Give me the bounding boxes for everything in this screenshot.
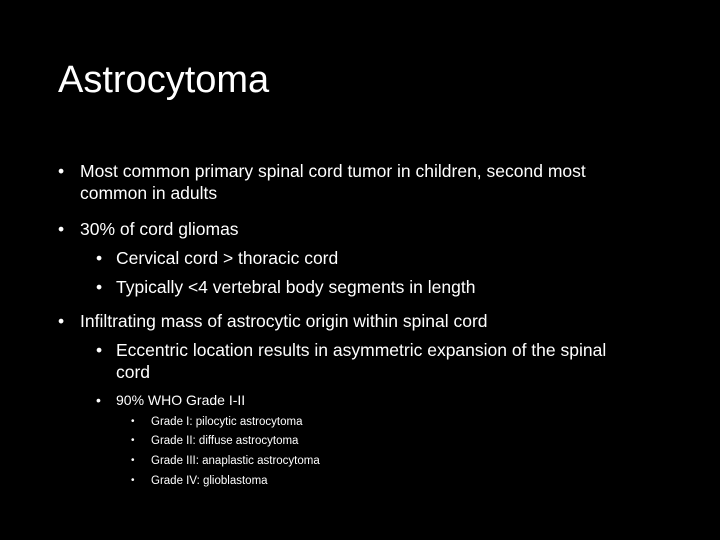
bullet-item xyxy=(131,434,531,448)
bullet-text: 90% WHO Grade I-II xyxy=(116,392,246,408)
bullet-text: Grade III: anaplastic astrocytoma xyxy=(151,455,320,467)
bullet-marker: • xyxy=(58,311,65,331)
bullet-text: Eccentric location results in asymmetric expansion of the spinal cord xyxy=(116,340,607,382)
bullet-item xyxy=(96,391,596,409)
bullet-item xyxy=(58,160,638,204)
bullet-item xyxy=(96,339,642,383)
bullet-marker: • xyxy=(131,475,135,486)
bullet-item xyxy=(131,474,531,488)
bullet-item xyxy=(58,218,638,240)
bullet-marker: • xyxy=(96,392,101,408)
bullet-item xyxy=(58,310,658,332)
bullet-item xyxy=(96,247,656,269)
bullet-text: Grade I: pilocytic astrocytoma xyxy=(151,416,303,428)
bullet-item xyxy=(131,415,531,429)
bullet-marker: • xyxy=(96,277,103,297)
slide-title: Astrocytoma xyxy=(58,59,270,101)
bullet-marker: • xyxy=(131,455,135,466)
bullet-text: Infiltrating mass of astrocytic origin within spinal cord xyxy=(80,311,488,331)
bullet-text: Grade II: diffuse astrocytoma xyxy=(151,435,299,447)
bullet-item xyxy=(131,454,531,468)
bullet-text: 30% of cord gliomas xyxy=(80,219,239,239)
bullet-marker: • xyxy=(96,340,103,360)
bullet-marker: • xyxy=(96,248,103,268)
bullet-text: Cervical cord > thoracic cord xyxy=(116,248,339,268)
bullet-item xyxy=(96,276,656,298)
bullet-text: Typically <4 vertebral body segments in length xyxy=(116,277,476,297)
bullet-marker: • xyxy=(131,435,135,446)
bullet-text: Most common primary spinal cord tumor in children, second most common in adults xyxy=(80,161,586,203)
bullet-marker: • xyxy=(58,219,65,239)
bullet-text: Grade IV: glioblastoma xyxy=(151,475,268,487)
bullet-marker: • xyxy=(58,161,65,181)
bullet-marker: • xyxy=(131,416,135,427)
